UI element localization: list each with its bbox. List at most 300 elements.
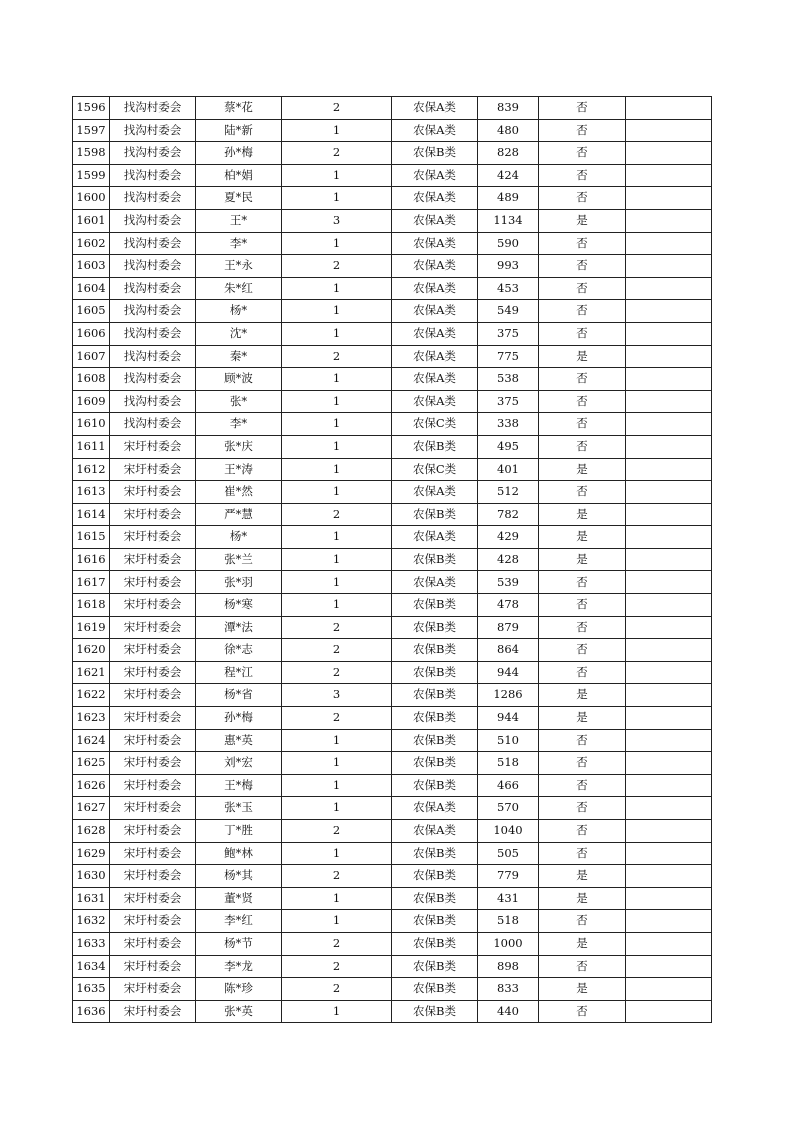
table-row (73, 435, 712, 458)
name-cell: 张* (196, 390, 282, 413)
flag-cell: 否 (539, 955, 626, 978)
name-cell: 鲍*林 (196, 842, 282, 865)
amount-cell: 453 (478, 277, 539, 300)
name-cell: 严*慧 (196, 503, 282, 526)
row-number-cell: 1608 (73, 368, 110, 391)
village-committee-cell: 宋圩村委会 (110, 503, 196, 526)
amount-cell: 1040 (478, 820, 539, 843)
flag-cell: 否 (539, 390, 626, 413)
flag-cell: 是 (539, 707, 626, 730)
table-row (73, 707, 712, 730)
remarks-cell (626, 435, 712, 458)
table-row (73, 97, 712, 120)
insurance-category-cell: 农保A类 (392, 820, 478, 843)
insurance-category-cell: 农保B类 (392, 503, 478, 526)
name-cell: 杨*节 (196, 932, 282, 955)
insurance-category-cell: 农保A类 (392, 97, 478, 120)
insurance-category-cell: 农保A类 (392, 390, 478, 413)
table-row (73, 842, 712, 865)
household-count-cell: 1 (282, 390, 392, 413)
amount-cell: 775 (478, 345, 539, 368)
household-count-cell: 2 (282, 865, 392, 888)
amount-cell: 549 (478, 300, 539, 323)
insurance-category-cell: 农保B类 (392, 729, 478, 752)
row-number-cell: 1635 (73, 978, 110, 1001)
household-count-cell: 1 (282, 232, 392, 255)
table-row (73, 413, 712, 436)
row-number-cell: 1601 (73, 209, 110, 232)
name-cell: 秦* (196, 345, 282, 368)
remarks-cell (626, 729, 712, 752)
name-cell: 李*红 (196, 910, 282, 933)
name-cell: 张*英 (196, 1000, 282, 1023)
amount-cell: 828 (478, 142, 539, 165)
table-row (73, 187, 712, 210)
flag-cell: 否 (539, 368, 626, 391)
remarks-cell (626, 232, 712, 255)
village-committee-cell: 找沟村委会 (110, 413, 196, 436)
remarks-cell (626, 1000, 712, 1023)
amount-cell: 1286 (478, 684, 539, 707)
insurance-category-cell: 农保C类 (392, 458, 478, 481)
village-committee-cell: 找沟村委会 (110, 209, 196, 232)
insurance-category-cell: 农保B类 (392, 435, 478, 458)
name-cell: 董*贤 (196, 887, 282, 910)
name-cell: 夏*民 (196, 187, 282, 210)
village-committee-cell: 找沟村委会 (110, 322, 196, 345)
row-number-cell: 1624 (73, 729, 110, 752)
remarks-cell (626, 345, 712, 368)
remarks-cell (626, 142, 712, 165)
amount-cell: 879 (478, 616, 539, 639)
name-cell: 张*羽 (196, 571, 282, 594)
table-row (73, 368, 712, 391)
village-committee-cell: 宋圩村委会 (110, 526, 196, 549)
household-count-cell: 2 (282, 255, 392, 278)
remarks-cell (626, 255, 712, 278)
name-cell: 王*涛 (196, 458, 282, 481)
flag-cell: 否 (539, 842, 626, 865)
flag-cell: 否 (539, 661, 626, 684)
amount-cell: 401 (478, 458, 539, 481)
row-number-cell: 1619 (73, 616, 110, 639)
amount-cell: 428 (478, 548, 539, 571)
household-count-cell: 1 (282, 435, 392, 458)
table-row (73, 774, 712, 797)
remarks-cell (626, 300, 712, 323)
insurance-category-cell: 农保B类 (392, 978, 478, 1001)
name-cell: 李*龙 (196, 955, 282, 978)
name-cell: 杨*其 (196, 865, 282, 888)
remarks-cell (626, 526, 712, 549)
name-cell: 杨*省 (196, 684, 282, 707)
remarks-cell (626, 616, 712, 639)
flag-cell: 否 (539, 616, 626, 639)
household-count-cell: 1 (282, 752, 392, 775)
flag-cell: 是 (539, 209, 626, 232)
row-number-cell: 1627 (73, 797, 110, 820)
remarks-cell (626, 774, 712, 797)
table-row (73, 978, 712, 1001)
flag-cell: 是 (539, 932, 626, 955)
insurance-category-cell: 农保A类 (392, 255, 478, 278)
village-committee-cell: 宋圩村委会 (110, 865, 196, 888)
village-committee-cell: 找沟村委会 (110, 232, 196, 255)
remarks-cell (626, 187, 712, 210)
flag-cell: 否 (539, 187, 626, 210)
flag-cell: 否 (539, 232, 626, 255)
remarks-cell (626, 164, 712, 187)
remarks-cell (626, 978, 712, 1001)
flag-cell: 否 (539, 729, 626, 752)
table-row (73, 684, 712, 707)
name-cell: 刘*宏 (196, 752, 282, 775)
amount-cell: 538 (478, 368, 539, 391)
name-cell: 杨* (196, 526, 282, 549)
household-count-cell: 2 (282, 978, 392, 1001)
name-cell: 张*玉 (196, 797, 282, 820)
amount-cell: 1000 (478, 932, 539, 955)
name-cell: 徐*志 (196, 639, 282, 662)
name-cell: 柏*娟 (196, 164, 282, 187)
row-number-cell: 1613 (73, 481, 110, 504)
village-committee-cell: 宋圩村委会 (110, 639, 196, 662)
village-committee-cell: 宋圩村委会 (110, 548, 196, 571)
remarks-cell (626, 684, 712, 707)
remarks-cell (626, 910, 712, 933)
flag-cell: 是 (539, 503, 626, 526)
village-committee-cell: 宋圩村委会 (110, 729, 196, 752)
household-count-cell: 3 (282, 684, 392, 707)
insurance-category-cell: 农保B类 (392, 752, 478, 775)
village-committee-cell: 找沟村委会 (110, 142, 196, 165)
amount-cell: 478 (478, 594, 539, 617)
table-row (73, 209, 712, 232)
name-cell: 王*永 (196, 255, 282, 278)
table-row (73, 661, 712, 684)
amount-cell: 375 (478, 390, 539, 413)
row-number-cell: 1618 (73, 594, 110, 617)
flag-cell: 是 (539, 458, 626, 481)
table-row (73, 232, 712, 255)
name-cell: 蔡*花 (196, 97, 282, 120)
household-count-cell: 1 (282, 458, 392, 481)
row-number-cell: 1634 (73, 955, 110, 978)
flag-cell: 否 (539, 300, 626, 323)
table-row (73, 164, 712, 187)
name-cell: 朱*红 (196, 277, 282, 300)
insurance-category-cell: 农保B类 (392, 142, 478, 165)
remarks-cell (626, 97, 712, 120)
insurance-category-cell: 农保B类 (392, 684, 478, 707)
table-row (73, 300, 712, 323)
remarks-cell (626, 571, 712, 594)
household-count-cell: 1 (282, 797, 392, 820)
remarks-cell (626, 119, 712, 142)
insurance-category-cell: 农保A类 (392, 277, 478, 300)
flag-cell: 是 (539, 526, 626, 549)
household-count-cell: 1 (282, 277, 392, 300)
household-count-cell: 1 (282, 187, 392, 210)
household-count-cell: 2 (282, 639, 392, 662)
village-committee-cell: 找沟村委会 (110, 255, 196, 278)
village-committee-cell: 宋圩村委会 (110, 887, 196, 910)
row-number-cell: 1629 (73, 842, 110, 865)
amount-cell: 898 (478, 955, 539, 978)
insurance-category-cell: 农保B类 (392, 932, 478, 955)
amount-cell: 480 (478, 119, 539, 142)
amount-cell: 864 (478, 639, 539, 662)
remarks-cell (626, 322, 712, 345)
village-committee-cell: 宋圩村委会 (110, 978, 196, 1001)
village-committee-cell: 宋圩村委会 (110, 571, 196, 594)
row-number-cell: 1620 (73, 639, 110, 662)
name-cell: 陆*新 (196, 119, 282, 142)
insurance-category-cell: 农保B类 (392, 910, 478, 933)
insurance-category-cell: 农保A类 (392, 209, 478, 232)
remarks-cell (626, 368, 712, 391)
flag-cell: 是 (539, 865, 626, 888)
flag-cell: 否 (539, 322, 626, 345)
name-cell: 杨*寒 (196, 594, 282, 617)
row-number-cell: 1616 (73, 548, 110, 571)
village-committee-cell: 宋圩村委会 (110, 458, 196, 481)
flag-cell: 否 (539, 277, 626, 300)
insurance-category-cell: 农保B类 (392, 865, 478, 888)
table-row (73, 277, 712, 300)
table-row (73, 142, 712, 165)
flag-cell: 否 (539, 820, 626, 843)
table-row (73, 752, 712, 775)
household-count-cell: 1 (282, 119, 392, 142)
household-count-cell: 1 (282, 1000, 392, 1023)
row-number-cell: 1622 (73, 684, 110, 707)
remarks-cell (626, 594, 712, 617)
table-row (73, 616, 712, 639)
village-committee-cell: 找沟村委会 (110, 300, 196, 323)
table-row (73, 458, 712, 481)
insurance-category-cell: 农保A类 (392, 187, 478, 210)
row-number-cell: 1628 (73, 820, 110, 843)
name-cell: 沈* (196, 322, 282, 345)
remarks-cell (626, 413, 712, 436)
remarks-cell (626, 707, 712, 730)
row-number-cell: 1614 (73, 503, 110, 526)
row-number-cell: 1617 (73, 571, 110, 594)
table-row (73, 526, 712, 549)
insurance-category-cell: 农保C类 (392, 413, 478, 436)
remarks-cell (626, 820, 712, 843)
remarks-cell (626, 481, 712, 504)
records-table-body (73, 97, 712, 1023)
amount-cell: 518 (478, 910, 539, 933)
flag-cell: 否 (539, 97, 626, 120)
household-count-cell: 2 (282, 932, 392, 955)
insurance-category-cell: 农保B类 (392, 774, 478, 797)
household-count-cell: 2 (282, 616, 392, 639)
village-committee-cell: 宋圩村委会 (110, 842, 196, 865)
table-row (73, 932, 712, 955)
name-cell: 李* (196, 232, 282, 255)
name-cell: 潭*法 (196, 616, 282, 639)
amount-cell: 782 (478, 503, 539, 526)
insurance-category-cell: 农保B类 (392, 616, 478, 639)
flag-cell: 是 (539, 548, 626, 571)
amount-cell: 424 (478, 164, 539, 187)
remarks-cell (626, 932, 712, 955)
village-committee-cell: 宋圩村委会 (110, 774, 196, 797)
flag-cell: 是 (539, 345, 626, 368)
village-committee-cell: 宋圩村委会 (110, 481, 196, 504)
flag-cell: 否 (539, 594, 626, 617)
row-number-cell: 1599 (73, 164, 110, 187)
table-row (73, 820, 712, 843)
table-row (73, 865, 712, 888)
village-committee-cell: 宋圩村委会 (110, 616, 196, 639)
flag-cell: 否 (539, 571, 626, 594)
village-committee-cell: 找沟村委会 (110, 97, 196, 120)
row-number-cell: 1605 (73, 300, 110, 323)
household-count-cell: 1 (282, 368, 392, 391)
flag-cell: 是 (539, 684, 626, 707)
insurance-category-cell: 农保A类 (392, 164, 478, 187)
household-count-cell: 1 (282, 571, 392, 594)
table-row (73, 571, 712, 594)
village-committee-cell: 宋圩村委会 (110, 797, 196, 820)
remarks-cell (626, 797, 712, 820)
amount-cell: 518 (478, 752, 539, 775)
table-row (73, 345, 712, 368)
row-number-cell: 1631 (73, 887, 110, 910)
village-committee-cell: 找沟村委会 (110, 164, 196, 187)
amount-cell: 338 (478, 413, 539, 436)
table-row (73, 1000, 712, 1023)
village-committee-cell: 找沟村委会 (110, 277, 196, 300)
amount-cell: 429 (478, 526, 539, 549)
village-committee-cell: 宋圩村委会 (110, 435, 196, 458)
flag-cell: 否 (539, 1000, 626, 1023)
table-row (73, 797, 712, 820)
name-cell: 李* (196, 413, 282, 436)
table-row (73, 887, 712, 910)
amount-cell: 590 (478, 232, 539, 255)
insurance-category-cell: 农保A类 (392, 526, 478, 549)
insurance-category-cell: 农保A类 (392, 571, 478, 594)
insurance-category-cell: 农保B类 (392, 639, 478, 662)
village-committee-cell: 宋圩村委会 (110, 955, 196, 978)
village-committee-cell: 宋圩村委会 (110, 684, 196, 707)
insurance-category-cell: 农保A类 (392, 345, 478, 368)
row-number-cell: 1633 (73, 932, 110, 955)
remarks-cell (626, 503, 712, 526)
row-number-cell: 1611 (73, 435, 110, 458)
name-cell: 王* (196, 209, 282, 232)
row-number-cell: 1623 (73, 707, 110, 730)
household-count-cell: 2 (282, 345, 392, 368)
flag-cell: 否 (539, 797, 626, 820)
table-row (73, 548, 712, 571)
table-row (73, 729, 712, 752)
table-row (73, 119, 712, 142)
amount-cell: 505 (478, 842, 539, 865)
amount-cell: 431 (478, 887, 539, 910)
row-number-cell: 1632 (73, 910, 110, 933)
row-number-cell: 1625 (73, 752, 110, 775)
village-committee-cell: 找沟村委会 (110, 119, 196, 142)
remarks-cell (626, 865, 712, 888)
household-count-cell: 1 (282, 300, 392, 323)
household-count-cell: 1 (282, 887, 392, 910)
insurance-category-cell: 农保B类 (392, 594, 478, 617)
amount-cell: 539 (478, 571, 539, 594)
amount-cell: 466 (478, 774, 539, 797)
village-committee-cell: 宋圩村委会 (110, 1000, 196, 1023)
table-row (73, 910, 712, 933)
name-cell: 顾*波 (196, 368, 282, 391)
name-cell: 王*梅 (196, 774, 282, 797)
name-cell: 杨* (196, 300, 282, 323)
name-cell: 张*兰 (196, 548, 282, 571)
village-committee-cell: 宋圩村委会 (110, 820, 196, 843)
name-cell: 张*庆 (196, 435, 282, 458)
household-count-cell: 1 (282, 594, 392, 617)
village-committee-cell: 宋圩村委会 (110, 932, 196, 955)
row-number-cell: 1636 (73, 1000, 110, 1023)
table-row (73, 255, 712, 278)
insurance-category-cell: 农保B类 (392, 548, 478, 571)
household-count-cell: 1 (282, 322, 392, 345)
row-number-cell: 1609 (73, 390, 110, 413)
remarks-cell (626, 458, 712, 481)
amount-cell: 833 (478, 978, 539, 1001)
table-row (73, 503, 712, 526)
amount-cell: 440 (478, 1000, 539, 1023)
village-committee-cell: 宋圩村委会 (110, 910, 196, 933)
amount-cell: 510 (478, 729, 539, 752)
amount-cell: 944 (478, 707, 539, 730)
flag-cell: 否 (539, 435, 626, 458)
row-number-cell: 1597 (73, 119, 110, 142)
insurance-category-cell: 农保A类 (392, 797, 478, 820)
village-committee-cell: 找沟村委会 (110, 187, 196, 210)
row-number-cell: 1598 (73, 142, 110, 165)
household-count-cell: 1 (282, 481, 392, 504)
row-number-cell: 1621 (73, 661, 110, 684)
household-count-cell: 1 (282, 526, 392, 549)
row-number-cell: 1612 (73, 458, 110, 481)
remarks-cell (626, 661, 712, 684)
village-committee-cell: 宋圩村委会 (110, 707, 196, 730)
insurance-category-cell: 农保A类 (392, 322, 478, 345)
row-number-cell: 1602 (73, 232, 110, 255)
table-row (73, 390, 712, 413)
amount-cell: 512 (478, 481, 539, 504)
amount-cell: 375 (478, 322, 539, 345)
household-count-cell: 1 (282, 774, 392, 797)
row-number-cell: 1604 (73, 277, 110, 300)
remarks-cell (626, 842, 712, 865)
table-row (73, 322, 712, 345)
table-row (73, 594, 712, 617)
row-number-cell: 1600 (73, 187, 110, 210)
insurance-category-cell: 农保A类 (392, 232, 478, 255)
flag-cell: 否 (539, 910, 626, 933)
remarks-cell (626, 639, 712, 662)
flag-cell: 否 (539, 639, 626, 662)
household-count-cell: 2 (282, 661, 392, 684)
amount-cell: 839 (478, 97, 539, 120)
name-cell: 孙*梅 (196, 707, 282, 730)
